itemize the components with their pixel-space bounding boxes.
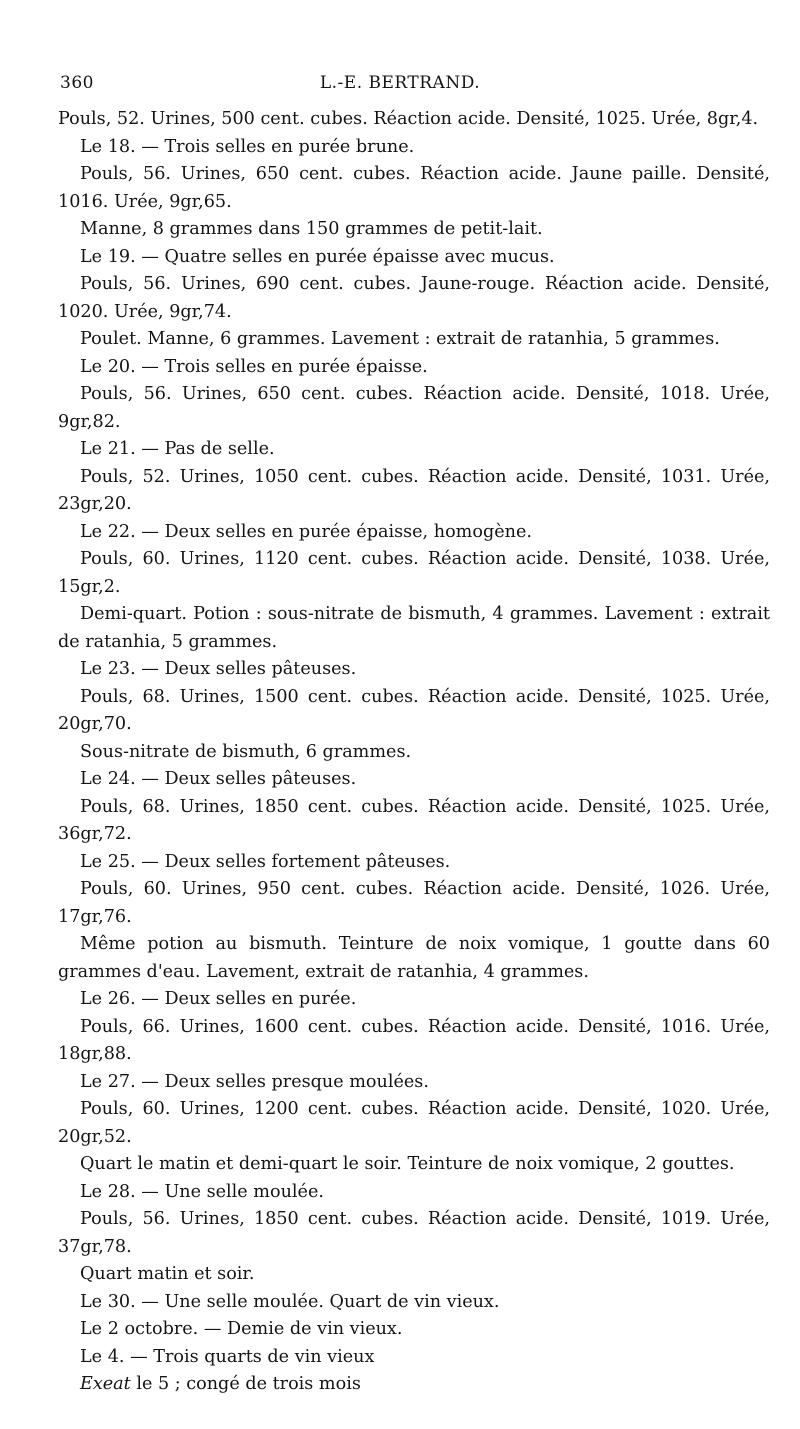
final-paragraph-text: le 5 ; congé de trois mois bbox=[130, 1374, 361, 1394]
paragraph: Le 4. — Trois quarts de vin vieux bbox=[80, 1346, 375, 1367]
running-title: L.-E. BERTRAND. bbox=[319, 73, 481, 93]
paragraph: Le 20. — Trois selles en purée épaisse. bbox=[80, 356, 428, 377]
body-text bbox=[58, 106, 770, 1399]
page-header bbox=[60, 73, 740, 99]
paragraph: Le 27. — Deux selles presque moulées. bbox=[80, 1071, 429, 1092]
paragraph: Sous-nitrate de bismuth, 6 grammes. bbox=[80, 741, 412, 762]
paragraph: Le 21. — Pas de selle. bbox=[80, 439, 275, 459]
paragraph: Pouls, 56. Urines, 690 cent. cubes. Jaune-rouge. Réaction acide. Densité, 1020. Urée, 9gr,74. bbox=[58, 274, 770, 322]
final-paragraph bbox=[58, 1371, 770, 1399]
paragraph: Le 19. — Quatre selles en purée épaisse avec mucus. bbox=[80, 246, 555, 267]
paragraph: Poulet. Manne, 6 grammes. Lavement : extrait de ratanhia, 5 grammes. bbox=[80, 329, 720, 349]
paragraph: Même potion au bismuth. Teinture de noix vomique, 1 goutte dans 60 grammes d'eau. Lavement, extrait de ratanhia, 4 grammes. bbox=[58, 934, 770, 982]
paragraph: Quart le matin et demi-quart le soir. Teinture de noix vomique, 2 gouttes. bbox=[80, 1154, 735, 1174]
paragraph: Pouls, 66. Urines, 1600 cent. cubes. Réaction acide. Densité, 1016. Urée, 18gr,88. bbox=[58, 1016, 770, 1064]
paragraph: Demi-quart. Potion : sous-nitrate de bismuth, 4 grammes. Lavement : extrait de ratanhia, 5 grammes. bbox=[58, 604, 770, 652]
paragraph: Pouls, 56. Urines, 1850 cent. cubes. Réaction acide. Densité, 1019. Urée, 37gr,78. bbox=[58, 1209, 770, 1257]
paragraph: Le 2 octobre. — Demie de vin vieux. bbox=[80, 1319, 403, 1339]
paragraph: Pouls, 68. Urines, 1850 cent. cubes. Réaction acide. Densité, 1025. Urée, 36gr,72. bbox=[58, 796, 770, 844]
paragraph: Pouls, 56. Urines, 650 cent. cubes. Réaction acide. Jaune paille. Densité, 1016. Urée, 9gr,65. bbox=[58, 164, 770, 212]
paragraph: Pouls, 60. Urines, 1120 cent. cubes. Réaction acide. Densité, 1038. Urée, 15gr,2. bbox=[58, 549, 770, 597]
paragraph: Le 26. — Deux selles en purée. bbox=[80, 989, 357, 1009]
paragraph: Manne, 8 grammes dans 150 grammes de petit-lait. bbox=[80, 219, 543, 239]
paragraph: Le 22. — Deux selles en purée épaisse, homogène. bbox=[80, 521, 532, 542]
paragraph: Le 24. — Deux selles pâteuses. bbox=[80, 769, 357, 789]
paragraph: Pouls, 56. Urines, 650 cent. cubes. Réaction acide. Densité, 1018. Urée, 9gr,82. bbox=[58, 384, 770, 432]
paragraph: Pouls, 60. Urines, 950 cent. cubes. Réaction acide. Densité, 1026. Urée, 17gr,76. bbox=[58, 879, 770, 927]
paragraph: Le 30. — Une selle moulée. Quart de vin vieux. bbox=[80, 1291, 500, 1312]
paragraph: Quart matin et soir. bbox=[80, 1264, 255, 1284]
exeat-word: Exeat bbox=[80, 1374, 131, 1394]
page-number: 360 bbox=[60, 73, 94, 93]
paragraph: Pouls, 60. Urines, 1200 cent. cubes. Réaction acide. Densité, 1020. Urée, 20gr,52. bbox=[58, 1099, 770, 1147]
paragraph: Le 28. — Une selle moulée. bbox=[80, 1181, 324, 1202]
paragraph: Pouls, 68. Urines, 1500 cent. cubes. Réaction acide. Densité, 1025. Urée, 20gr,70. bbox=[58, 686, 770, 734]
paragraph: Le 23. — Deux selles pâteuses. bbox=[80, 659, 357, 679]
paragraph: Pouls, 52. Urines, 1050 cent. cubes. Réaction acide. Densité, 1031. Urée, 23gr,20. bbox=[58, 466, 770, 514]
paragraph: Pouls, 52. Urines, 500 cent. cubes. Réaction acide. Densité, 1025. Urée, 8gr,4. bbox=[58, 109, 759, 129]
paragraph: Le 25. — Deux selles fortement pâteuses. bbox=[80, 851, 451, 872]
paragraph: Le 18. — Trois selles en purée brune. bbox=[80, 136, 415, 157]
